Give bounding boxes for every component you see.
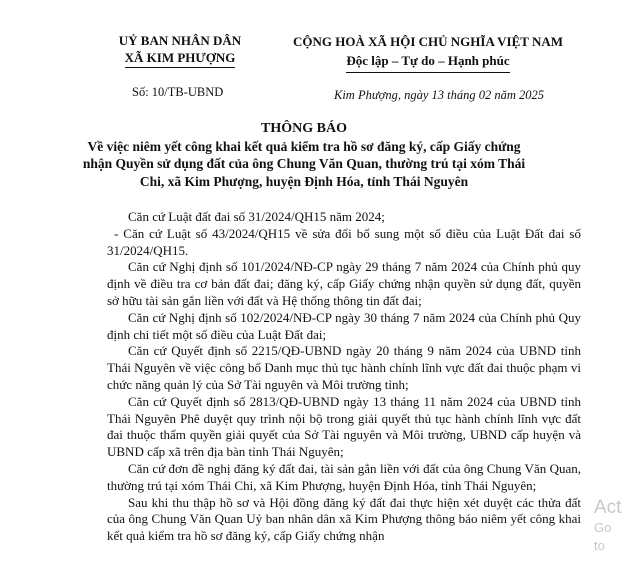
paragraph: Căn cứ Quyết định số 2215/QĐ-UBND ngày 20 tháng 9 năm 2024 của UBND tỉnh Thái Nguyên về việc công bố Danh mục thủ tục hành chính lĩnh vực đất đai thuộc phạm vi chức năng quản lý của Sở Tài nguyên và Môi trường tỉnh;: [107, 343, 581, 392]
paragraph: Căn cứ Nghị định số 101/2024/NĐ-CP ngày 29 tháng 7 năm 2024 của Chính phủ quy định về điều tra cơ bản đất đai; đăng ký, cấp Giấy chứng nhận quyền sử dụng đất, quyền sở hữu tài sản gắn liền với đất và Hệ thống thông tin đất đai;: [107, 259, 581, 308]
agency-line-1: UỶ BAN NHÂN DÂN: [118, 33, 242, 48]
paragraph: Căn cứ Quyết định số 2813/QĐ-UBND ngày 13 tháng 11 năm 2024 của UBND tỉnh Thái Nguyên Phê duyệt quy trình nội bộ trong giải quyết thủ tục hành chính lĩnh vực đất đai thuộc thẩm quyền giải quyết của Sở Tài nguyên và Môi trường, UBND cấp huyện và UBND cấp xã trên địa bàn tỉnh Thái Nguyên;: [107, 393, 581, 460]
title-heading: THÔNG BÁO: [261, 121, 347, 136]
document-number: Số: 10/TB-UBND: [132, 85, 224, 99]
paragraph: - Căn cứ Luật số 43/2024/QH15 về sửa đổi bổ sung một số điều của Luật Đất đai số 31/2024/QH15.: [107, 225, 581, 258]
watermark-line-2: Go to: [594, 520, 612, 553]
title-subject: Về việc niêm yết công khai kết quả kiểm tra hồ sơ đăng ký, cấp Giấy chứng nhận Quyền sử dụng đất của ông Chung Văn Quan, thường trú tại xóm Thái Chi, xã Kim Phượng, huyện Định Hóa, tỉnh Thái Nguyên: [82, 138, 526, 189]
activation-watermark: [594, 497, 624, 555]
document-body: [107, 209, 581, 545]
document-title: [80, 120, 528, 190]
place-and-date: Kim Phượng, ngày 13 tháng 02 năm 2025: [333, 88, 544, 102]
issuing-agency: [96, 32, 264, 68]
agency-line-2: XÃ KIM PHƯỢNG: [125, 49, 236, 68]
national-motto: Độc lập – Tự do – Hạnh phúc: [346, 51, 509, 73]
nation-name: CỘNG HOÀ XÃ HỘI CHỦ NGHĨA VIỆT NAM: [292, 34, 564, 49]
paragraph: Sau khi thu thập hồ sơ và Hội đồng đăng ký đất đai thực hiện xét duyệt các thửa đất của ông Chung Văn Quan Uỷ ban nhân dân xã Kim Phượng thông báo niêm yết công khai kết quả kiểm tra hồ sơ đăng ký, cấp Giấy chứng nhận: [107, 494, 581, 544]
paragraph: Căn cứ Nghị định số 102/2024/NĐ-CP ngày 30 tháng 7 năm 2024 của Chính phủ Quy định chi tiết một số điều của Luật Đất đai;: [107, 309, 581, 342]
watermark-line-1: Act: [594, 497, 622, 518]
national-heading: [272, 32, 584, 73]
paragraph: Căn cứ Luật đất đai số 31/2024/QH15 năm 2024;: [128, 209, 385, 224]
paragraph: Căn cứ đơn đề nghị đăng ký đất đai, tài sản gắn liền với đất của ông Chung Văn Quan, thường trú tại xóm Thái Chi, xã Kim Phượng, huyện Định Hóa, tỉnh Thái Nguyên;: [107, 460, 581, 493]
